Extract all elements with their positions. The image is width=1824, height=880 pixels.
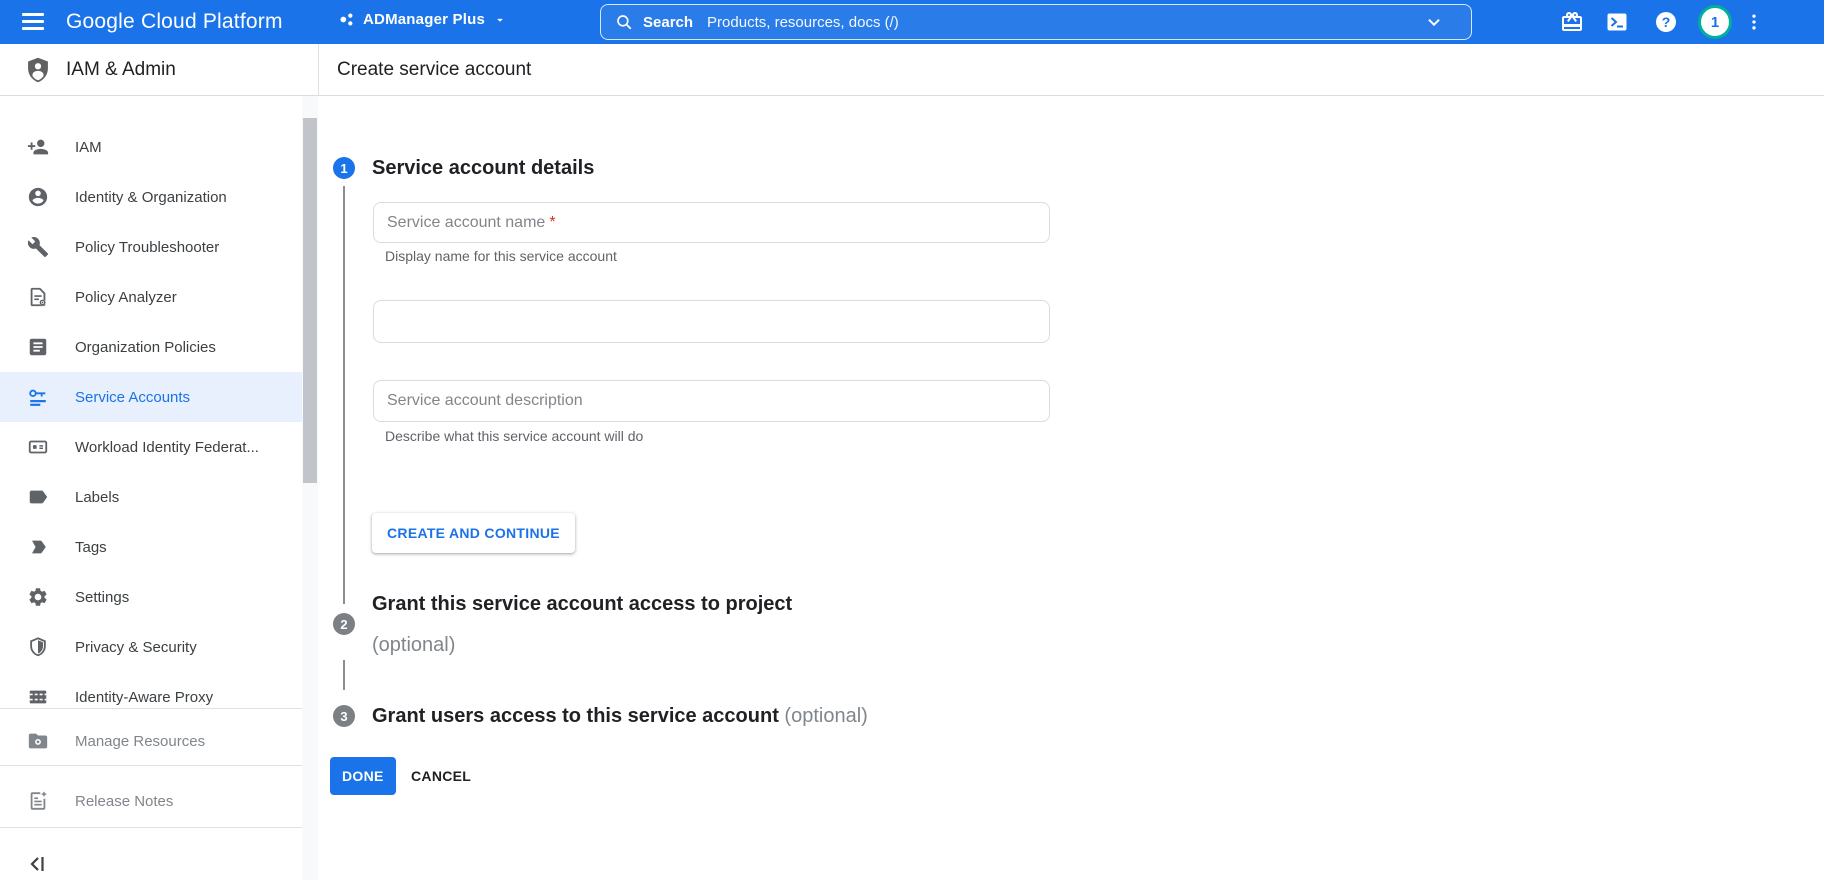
search-label: Search	[643, 13, 694, 31]
sidebar-item-label: Policy Troubleshooter	[75, 238, 220, 256]
search-icon	[615, 13, 633, 31]
step-2-number: 2	[340, 616, 348, 632]
step-3-indicator	[333, 705, 355, 727]
section-title: IAM & Admin	[66, 59, 176, 80]
step-3-title: Grant users access to this service account (optional)	[372, 705, 868, 727]
avatar-text: 1	[1710, 13, 1720, 31]
collapse-sidebar-icon[interactable]	[25, 852, 49, 876]
sidebar-item-label: Manage Resources	[75, 732, 206, 750]
step-3-number: 3	[340, 708, 348, 724]
required-asterisk: *	[549, 213, 556, 231]
sidebar-item-settings[interactable]	[0, 572, 302, 622]
sidebar-item-release-notes[interactable]	[0, 776, 302, 826]
step-2-optional-label: (optional)	[372, 634, 456, 656]
sidebar-item-label: Identity-Aware Proxy	[75, 688, 214, 706]
step-3-optional-label: (optional)	[784, 705, 868, 727]
sidebar-item-label: Tags	[75, 538, 107, 556]
service-account-name-helper: Display name for this service account	[385, 248, 617, 264]
project-dropdown-icon	[493, 13, 507, 27]
cloud-shell-icon[interactable]	[1605, 10, 1629, 34]
sidebar-item-label: IAM	[75, 138, 102, 156]
search-placeholder: Products, resources, docs (/)	[707, 13, 899, 31]
service-account-description-helper: Describe what this service account will do	[385, 428, 644, 444]
sidebar-item-organization-policies[interactable]	[0, 322, 302, 372]
service-account-name-input[interactable]	[373, 202, 1050, 243]
sidebar-item-label: Release Notes	[75, 792, 174, 810]
header-divider	[318, 44, 319, 96]
sidebar-item-tags[interactable]	[0, 522, 302, 572]
sidebar-item-iam[interactable]	[0, 122, 302, 172]
sidebar-item-label: Organization Policies	[75, 338, 216, 356]
create-service-account-form	[319, 96, 1824, 880]
free-trial-gift-icon[interactable]	[1560, 10, 1584, 34]
badge-icon	[27, 436, 49, 458]
avatar[interactable]	[1698, 5, 1732, 39]
service-account-name-placeholder: Service account name	[387, 213, 546, 231]
cancel-button[interactable]: CANCEL	[401, 757, 481, 795]
step-1-title: Service account details	[372, 157, 595, 179]
create-and-continue-button[interactable]: CREATE AND CONTINUE	[372, 513, 575, 553]
sidebar-item-privacy-security[interactable]	[0, 622, 302, 672]
service-account-id-input[interactable]	[373, 300, 1050, 343]
sidebar-item-service-accounts[interactable]	[0, 372, 302, 422]
sidebar-item-label: Identity & Organization	[75, 188, 227, 206]
wrench-icon	[27, 236, 49, 258]
tag-arrow-icon	[27, 536, 49, 558]
release-notes-icon	[27, 790, 49, 812]
service-account-icon	[27, 386, 49, 408]
sidebar-item-label: Labels	[75, 488, 120, 506]
sidebar-divider	[0, 827, 318, 828]
step-2-title: Grant this service account access to project (optional)	[372, 593, 793, 656]
page-header	[0, 44, 1824, 96]
sidebar-item-label: Settings	[75, 588, 130, 606]
project-icon	[338, 11, 355, 28]
sidebar-scrollbar[interactable]	[302, 96, 318, 880]
folder-gear-icon	[27, 730, 49, 752]
project-selector[interactable]	[338, 11, 507, 28]
step-connector-line	[343, 660, 345, 690]
help-icon[interactable]	[1654, 10, 1678, 34]
label-icon	[27, 486, 49, 508]
policy-analyzer-icon	[27, 286, 49, 308]
sidebar-item-manage-resources[interactable]	[0, 716, 302, 766]
menu-icon[interactable]	[22, 13, 44, 31]
project-name: ADManager Plus	[363, 11, 485, 28]
service-account-description-input[interactable]	[373, 380, 1050, 422]
product-name[interactable]: Google Cloud Platform	[66, 10, 283, 33]
gear-icon	[27, 586, 49, 608]
article-icon	[27, 336, 49, 358]
sidebar-item-label: Policy Analyzer	[75, 288, 177, 306]
step-2-indicator	[333, 613, 355, 635]
search-expand-chevron-icon[interactable]	[1423, 11, 1445, 33]
sidebar-item-label: Service Accounts	[75, 388, 191, 406]
sidebar-item-identity-aware-proxy[interactable]	[0, 672, 302, 722]
person-add-icon	[27, 136, 49, 158]
iap-icon	[27, 686, 49, 708]
sidebar-item-workload-identity-federat[interactable]	[0, 422, 302, 472]
iam-admin-shield-icon	[24, 56, 52, 84]
sidebar-item-policy-analyzer[interactable]	[0, 272, 302, 322]
more-options-icon[interactable]	[1744, 10, 1764, 34]
sidebar-item-policy-troubleshooter[interactable]	[0, 222, 302, 272]
sidebar-item-labels[interactable]	[0, 472, 302, 522]
sidebar-scrollbar-thumb[interactable]	[303, 118, 317, 483]
shield-icon	[27, 636, 49, 658]
sidebar-item-identity-organization[interactable]	[0, 172, 302, 222]
done-button[interactable]: DONE	[330, 757, 396, 795]
search-bar[interactable]	[600, 4, 1472, 40]
page-title: Create service account	[337, 59, 532, 80]
account-circle-icon	[27, 186, 49, 208]
service-account-description-placeholder: Service account description	[387, 392, 583, 409]
step-1-indicator	[333, 157, 355, 179]
step-connector-line	[343, 186, 345, 604]
svg-text:?: ?	[1661, 14, 1671, 30]
step-1-number: 1	[340, 160, 348, 176]
top-navigation-bar	[0, 0, 1824, 44]
sidebar-item-label: Privacy & Security	[75, 638, 197, 656]
sidebar-item-label: Workload Identity Federat...	[75, 438, 259, 456]
iam-admin-sidebar	[0, 96, 318, 880]
